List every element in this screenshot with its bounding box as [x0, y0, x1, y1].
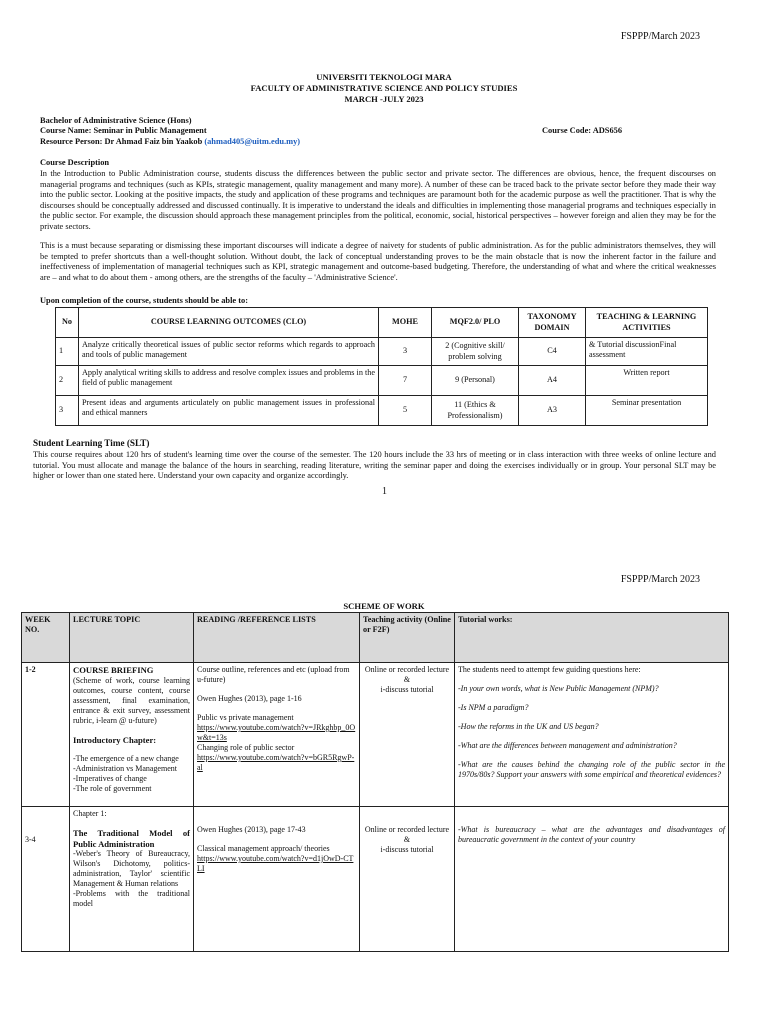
page-number: 1: [382, 486, 387, 497]
resource-person: Resource Person: Dr Ahmad Faiz bin Yaakob: [40, 137, 203, 146]
youtube-link[interactable]: https://www.youtube.com/watch?v=d1jOwD-CTLI: [197, 854, 354, 873]
clo-header-row: [56, 308, 708, 338]
lecture-topic-cell: [70, 663, 194, 807]
topic-item: -Problems with the traditional model: [73, 889, 190, 909]
topic-title: The Traditional Model of Public Administration: [73, 828, 190, 849]
scheme-header-row: [22, 613, 729, 663]
clo-activity: Written report: [586, 366, 708, 396]
reading-item: Course outline, references and etc (upload from u-future): [197, 665, 350, 684]
week-number: 3-4: [25, 835, 36, 844]
description-paragraph-1: In the Introduction to Public Administration course, students discuss the differences between the public sector and private sector. The differences are obvious, hence, the frequent discourses on managerial programs and techniques (such as KPIs, strategic management, quality management and many more). A number of these can be traced back to the private sector before they made their way into the public sector. Looking at the positive impacts, the study and application of these programs and techniques are paramount both for the academic purpose as well the practitioner. That is why the discourses should be conceptually addressed and discussed continually. It is imperative to understand the ideals and difficulties in implementing those managerial programs and techniques especially in the public sector. For example, the discussion should approach these management principles from the political, economic, social, historical perspectives – however foreign and alien they may be for the private sectors.: [40, 169, 716, 231]
clo-domain: C4: [519, 338, 586, 366]
description-paragraph-2: This is a must because separating or dismissing these important discourses will indicate a degree of naivety for students of public administration. As for the public administrators themselves, they will be tempted to prefer shortcuts than a well-thought solution. Without doubt, the lack of conceptual understanding proves to be the main obstacle that is now the inherent factor in the failure and ineffectiveness of implementation of managerial techniques such as KPI, strategic management and outcome-based budgeting. Therefore, the understanding of what and where the critical weaknesses are – and what to do about them - among others, are the strengths of the faculty – 'Administrative Science'.: [40, 241, 716, 282]
guiding-question: -In your own words, what is New Public Management (NPM)?: [458, 684, 659, 693]
lecture-topic-cell: [70, 807, 194, 952]
clo-header-domain: TAXONOMY DOMAIN: [519, 308, 586, 338]
youtube-link[interactable]: https://www.youtube.com/watch?v=JRkghbp_0Ow&t=13s: [197, 723, 356, 742]
topic-title: COURSE BRIEFING: [73, 665, 154, 675]
activity-cell: [360, 663, 455, 807]
activity-line: i-discuss tutorial: [380, 685, 434, 694]
clo-row: [56, 366, 708, 396]
clo-mohe: 5: [379, 396, 432, 426]
clo-header-mohe: MOHE: [379, 308, 432, 338]
activity-line: &: [403, 835, 411, 844]
clo-plo: 11 (Ethics & Professionalism): [432, 396, 519, 426]
scheme-of-work-table: [21, 612, 729, 952]
topic-item: -The emergence of a new change: [73, 754, 179, 764]
reading-cell: [194, 807, 360, 952]
topic-item: -Administration vs Management: [73, 764, 177, 774]
term: MARCH -JULY 2023: [344, 94, 424, 104]
clo-header-plo: MQF2.0/ PLO: [432, 308, 519, 338]
clo-mohe: 3: [379, 338, 432, 366]
reading-item: Classical management approach/ theories: [197, 844, 330, 853]
activity-line: Online or recorded lecture: [364, 825, 450, 834]
guiding-question: -What are the causes behind the changing role of the public sector in the 1970s/80s? Support your answers with some empirical and theoretical evidences?: [458, 760, 725, 779]
week-number-cell: [22, 807, 70, 952]
chapter-label: Chapter 1:: [73, 809, 107, 818]
tutorial-cell: [455, 663, 729, 807]
clo-text: Apply analytical writing skills to address and resolve complex issues and problems in the field of public management: [79, 366, 379, 396]
header-lecture-topic: LECTURE TOPIC: [70, 613, 194, 663]
clo-activity: Seminar presentation: [586, 396, 708, 426]
reading-item: Changing role of public sector: [197, 743, 295, 752]
reading-item: Public vs private management: [197, 713, 294, 722]
guiding-question: -How the reforms in the UK and US began?: [458, 722, 599, 731]
scheme-title: SCHEME OF WORK: [343, 601, 425, 611]
activity-cell: [360, 807, 455, 952]
page-header-code: FSPPP/March 2023: [620, 31, 700, 42]
guiding-question: -What are the differences between management and administration?: [458, 741, 677, 750]
guiding-question: -Is NPM a paradigm?: [458, 703, 529, 712]
clo-no: 1: [56, 338, 79, 366]
clo-domain: A3: [519, 396, 586, 426]
course-description-heading: Course Description: [40, 158, 110, 167]
reading-item: Owen Hughes (2013), page 17-43: [197, 825, 306, 834]
topic-item: -Weber's Theory of Bureaucracy, Wilson's Dichotomy, politics-administration, Taylor' scientific Management & Human relations: [73, 849, 190, 889]
clo-header-clo: COURSE LEARNING OUTCOMES (CLO): [79, 308, 379, 338]
header-week: WEEK NO.: [22, 613, 70, 663]
clo-row: [56, 338, 708, 366]
university-name: UNIVERSITI TEKNOLOGI MARA: [316, 72, 452, 82]
youtube-link[interactable]: https://www.youtube.com/watch?v=bGR5RgwP-al: [197, 753, 355, 772]
clo-text: Present ideas and arguments articulately on public management issues in professional and ethical manners: [79, 396, 379, 426]
intro-heading: Introductory Chapter:: [73, 734, 157, 745]
header-reading: READING /REFERENCE LISTS: [194, 613, 360, 663]
clo-plo: 9 (Personal): [432, 366, 519, 396]
header-teaching-activity: Teaching activity (Online or F2F): [360, 613, 455, 663]
faculty-name: FACULTY OF ADMINISTRATIVE SCIENCE AND POLICY STUDIES: [250, 83, 518, 93]
activity-line: Online or recorded lecture: [364, 665, 450, 674]
week-number: 1-2: [22, 663, 70, 807]
clo-domain: A4: [519, 366, 586, 396]
clo-plo: 2 (Cognitive skill/ problem solving: [432, 338, 519, 366]
clo-header-no: No: [56, 308, 79, 338]
week-row: [22, 807, 729, 952]
clo-no: 3: [56, 396, 79, 426]
program-name: Bachelor of Administrative Science (Hons): [40, 116, 192, 125]
course-description: [40, 169, 716, 283]
clo-mohe: 7: [379, 366, 432, 396]
slt-text: This course requires about 120 hrs of student's learning time over the course of the semester. The 120 hours include the 33 hrs of meeting or in class interaction with three weeks of online lecture and tutorial. You must allocate and manage the balance of the hours in searching, reading literature, writing the seminar paper and doing the exercises individually or in group. Your personal SLT may be higher or lower than one stated here. Understand your own capacity and organize accordingly.: [33, 450, 716, 480]
page-header-code: FSPPP/March 2023: [620, 574, 700, 585]
reading-item: Owen Hughes (2013), page 1-16: [197, 694, 302, 703]
slt-heading: Student Learning Time (SLT): [33, 438, 150, 448]
tutorial-intro: The students need to attempt few guiding questions here:: [458, 665, 641, 674]
topic-item: -Imperatives of change: [73, 774, 147, 784]
header-tutorial-works: Tutorial works:: [455, 613, 729, 663]
clo-row: [56, 396, 708, 426]
clo-table: [55, 307, 708, 426]
reading-cell: [194, 663, 360, 807]
email-link[interactable]: (ahmad405@uitm.edu.my): [204, 137, 301, 146]
clo-header-activities: TEACHING & LEARNING ACTIVITIES: [586, 308, 708, 338]
course-name: Course Name: Seminar in Public Management: [40, 126, 207, 135]
topic-text: (Scheme of work, course learning outcomes, course content, course assessment, final examination, entrance & exit survey, assessment rubric, i-learn @ u-future): [73, 675, 190, 725]
clo-activity: & Tutorial discussionFinal assessment: [586, 338, 708, 366]
activity-line: &: [403, 675, 411, 684]
upon-completion-text: Upon completion of the course, students should be able to:: [40, 296, 248, 305]
topic-item: -The role of government: [73, 784, 152, 794]
clo-no: 2: [56, 366, 79, 396]
guiding-question: -What is bureaucracy – what are the advantages and disadvantages of bureaucratic government in the context of your country: [458, 825, 725, 844]
activity-line: i-discuss tutorial: [380, 845, 434, 854]
week-row: [22, 663, 729, 807]
course-code: Course Code: ADS656: [542, 126, 623, 135]
clo-text: Analyze critically theoretical issues of public sector reforms which regards to approach and tools of public management: [79, 338, 379, 366]
tutorial-cell: [455, 807, 729, 952]
